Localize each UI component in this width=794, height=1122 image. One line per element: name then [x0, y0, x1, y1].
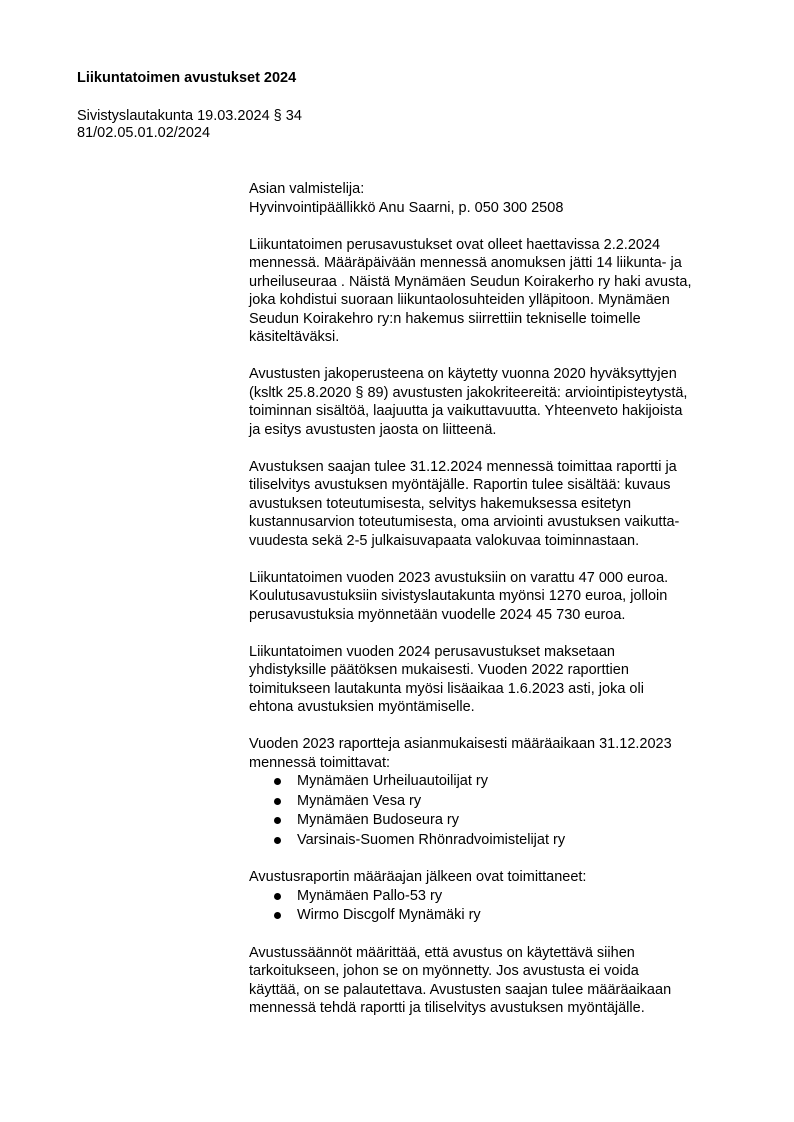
document-meta — [77, 108, 302, 142]
meeting-reference: Sivistyslautakunta 19.03.2024 § 34 — [77, 108, 302, 124]
bullet-icon — [274, 817, 281, 824]
paragraph-criteria: Avustusten jakoperusteena on käytetty vuonna 2020 hyväksyttyjen (ksltk 25.8.2020 § 89) avustusten jakokriteereitä: arviointipisteytystä, toiminnan sisältöä, laajuutta ja vaikuttavuutta. Yhteenveto hakijoista ja esitys avustusten jaosta on liitteenä. — [249, 366, 688, 438]
bullet-icon — [274, 912, 281, 919]
document-title: Liikuntatoimen avustukset 2024 — [77, 70, 297, 86]
bullet-icon — [274, 837, 281, 844]
paragraph-late-intro: Avustusraportin määräajan jälkeen ovat toimittaneet: — [249, 869, 587, 885]
paragraph-applications: Liikuntatoimen perusavustukset ovat olleet haettavissa 2.2.2024 mennessä. Määräpäivään mennessä anomuksen jätti 14 liikunta- ja urheiluseuraa . Näistä Mynämäen Seudun Koirakerho ry haki avusta, joka kohdistui suoraan liikuntaolosuhteiden ylläpitoon. Mynämäen Seudun Koirakehro ry:n hakemus siirrettiin tekniselle toimelle käsiteltäväksi. — [249, 236, 692, 345]
paragraph-on-time-intro: Vuoden 2023 raportteja asianmukaisesti määräaikaan 31.12.2023 mennessä toimittavat: — [249, 736, 672, 771]
bullet-icon — [274, 893, 281, 900]
list-item: Varsinais-Suomen Rhönradvoimistelijat ry — [274, 831, 739, 851]
document-body — [249, 180, 739, 1036]
case-number: 81/02.05.01.02/2024 — [77, 125, 211, 141]
paragraph-payment: Liikuntatoimen vuoden 2024 perusavustukset maksetaan yhdistyksille päätöksen mukaisesti. Vuoden 2022 raporttien toimitukseen lautakunta myösi lisäaikaa 1.6.2023 asti, joka oli ehtona avustuksien myöntämiselle. — [249, 643, 644, 715]
list-item: Mynämäen Urheiluautoilijat ry — [274, 772, 739, 792]
paragraph-rules: Avustussäännöt määrittää, että avustus on käytettävä siihen tarkoitukseen, johon se on myönnetty. Jos avustusta ei voida käyttää, on se palautettava. Avustusten saajan tulee määräaikaan mennessä tehdä raportti ja tiliselvitys avustuksen myöntäjälle. — [249, 944, 672, 1016]
paragraph-reporting: Avustuksen saajan tulee 31.12.2024 mennessä toimittaa raportti ja tiliselvitys avustuksen myöntäjälle. Raportin tulee sisältää: kuvaus avustuksen toteutumisesta, selvitys hakemuksessa esitetyn kustannusarvion toteutumisesta, oma arviointi avustuksen vaikutta- vuudesta sekä 2-5 julkaisuvapaata valokuvaa toiminnastaan. — [249, 458, 680, 549]
bullet-icon — [274, 778, 281, 785]
paragraph-budget: Liikuntatoimen vuoden 2023 avustuksiin on varattu 47 000 euroa. Koulutusavustuksiin sivistyslautakunta myönsi 1270 euroa, jolloin perusavustuksia myönnetään vuodelle 2024 45 730 euroa. — [249, 569, 669, 623]
late-list — [249, 887, 739, 926]
on-time-list — [249, 772, 739, 850]
bullet-icon — [274, 798, 281, 805]
list-item: Wirmo Discgolf Mynämäki ry — [274, 906, 739, 926]
preparer-label: Asian valmistelija: — [249, 181, 365, 197]
list-item: Mynämäen Budoseura ry — [274, 811, 739, 831]
list-item: Mynämäen Pallo-53 ry — [274, 887, 739, 907]
preparer-name: Hyvinvointipäällikkö Anu Saarni, p. 050 300 2508 — [249, 199, 564, 216]
list-item: Mynämäen Vesa ry — [274, 792, 739, 812]
